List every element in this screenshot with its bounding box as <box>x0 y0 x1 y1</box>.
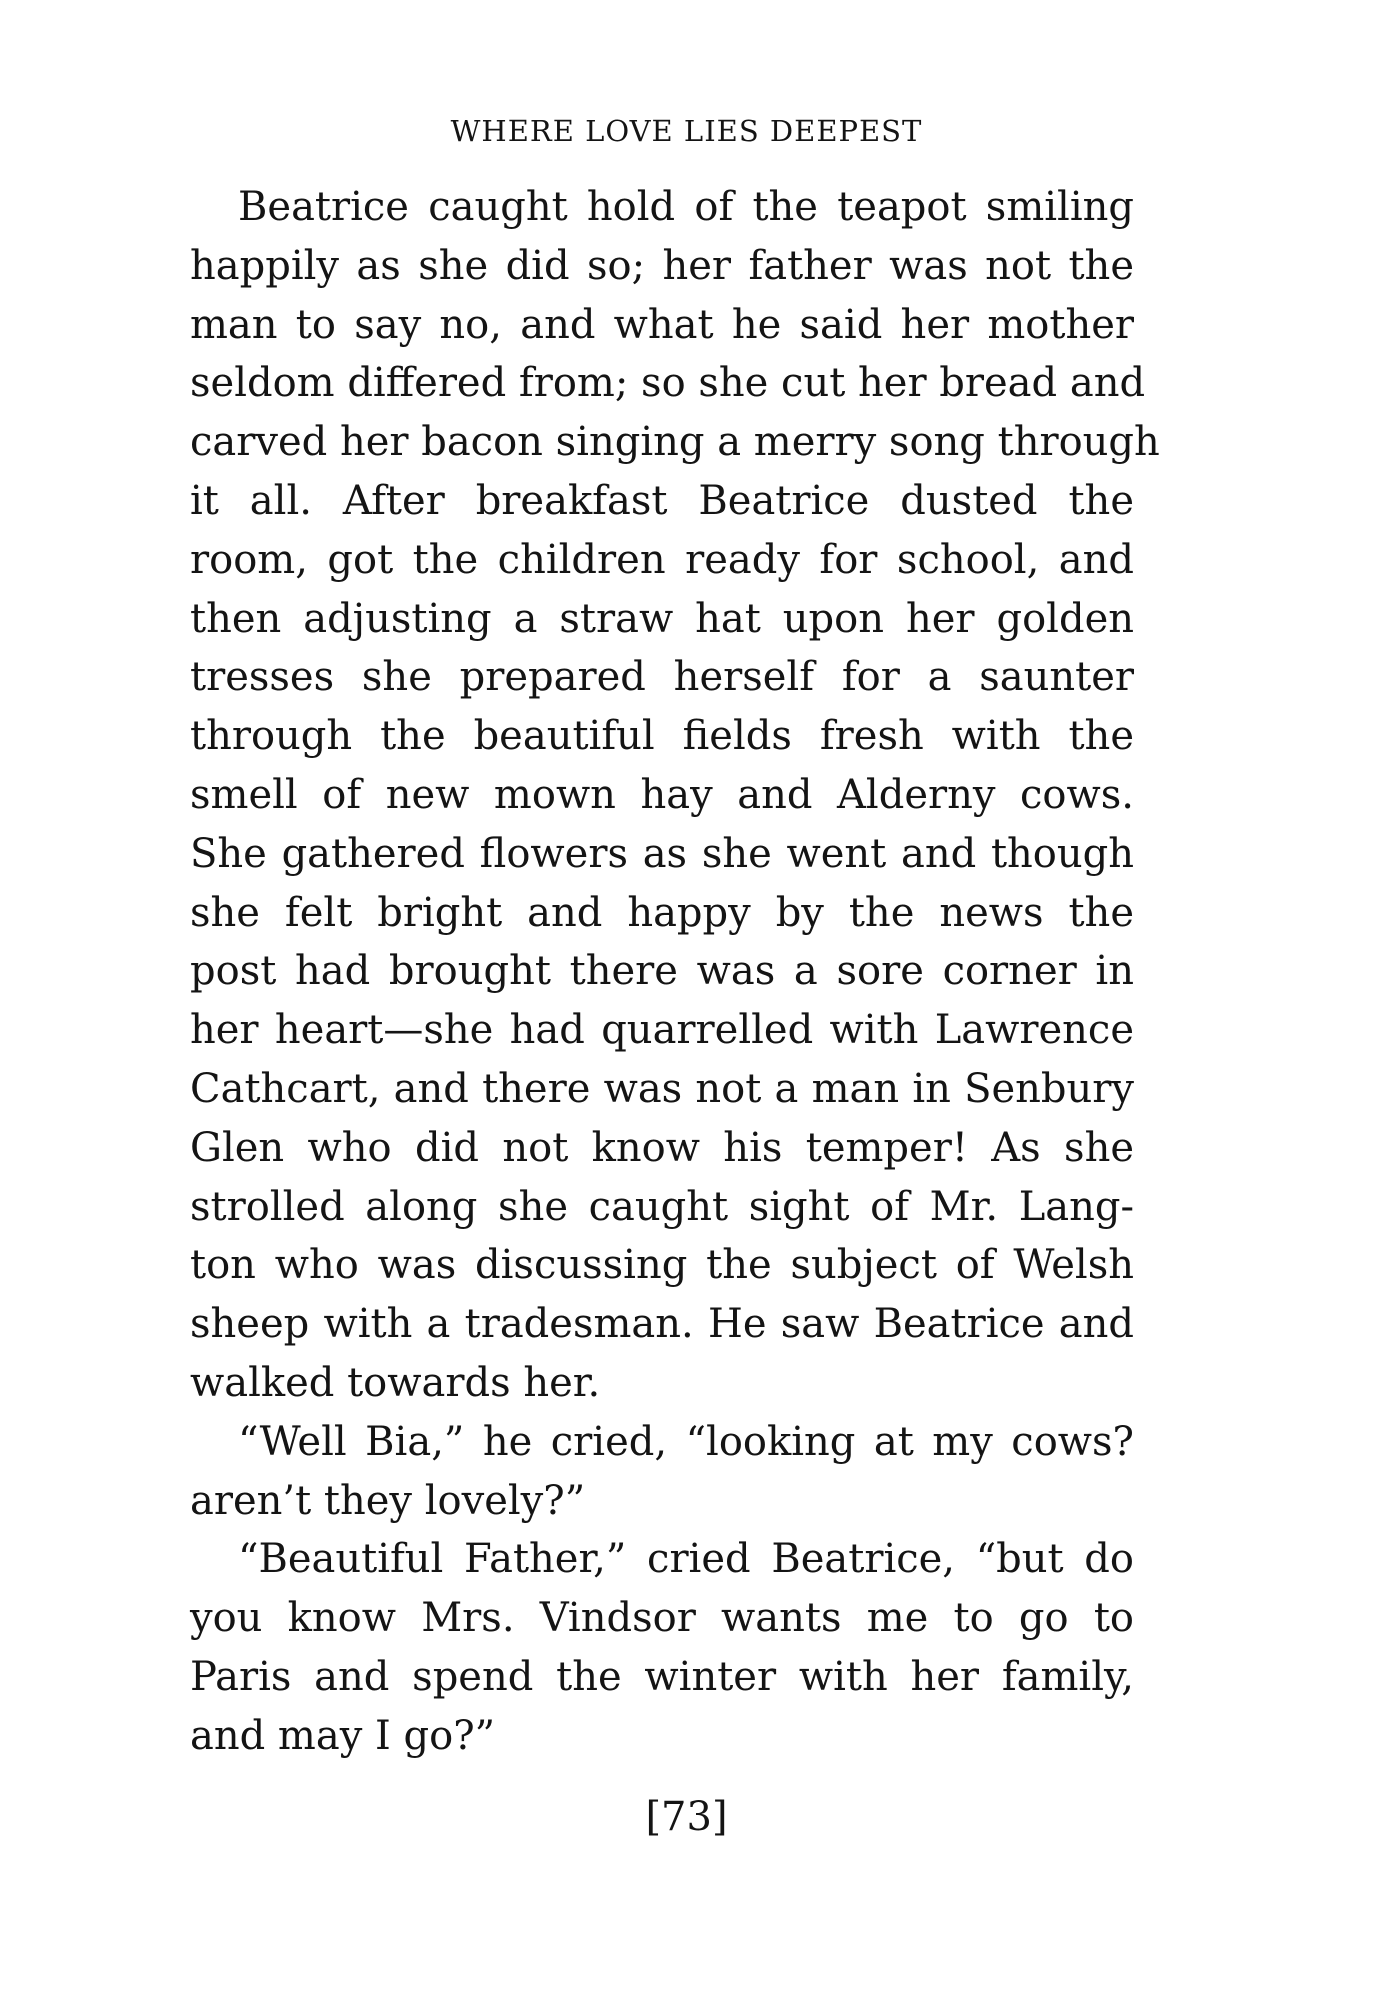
text-line: and may I go?” <box>190 1712 496 1759</box>
text-line: walked towards her. <box>190 1359 601 1406</box>
text-line: through the beautiful fields fresh with the <box>190 713 1134 760</box>
text-line: happily as she did so; her father was not the <box>190 242 1134 289</box>
text-line: carved her bacon singing a merry song through <box>190 419 1160 466</box>
text-line: “Beautiful Father,” cried Beatrice, “but do <box>238 1536 1134 1583</box>
text-line: Glen who did not know his temper! As she <box>190 1124 1134 1171</box>
text-line: smell of new mown hay and Alderny cows. <box>190 771 1134 818</box>
text-line: man to say no, and what he said her mother <box>190 301 1134 348</box>
text-line: strolled along she caught sight of Mr. Lang- <box>190 1183 1134 1230</box>
text-line: Paris and spend the winter with her family, <box>190 1653 1134 1700</box>
text-line: post had brought there was a sore corner in <box>190 948 1134 995</box>
paragraph-1 <box>190 178 1160 1413</box>
text-line: Cathcart, and there was not a man in Senbury <box>190 1065 1134 1112</box>
text-line: “Well Bia,” he cried, “looking at my cows? <box>238 1418 1134 1465</box>
text-line: Beatrice caught hold of the teapot smiling <box>238 184 1134 230</box>
text-line: you know Mrs. Vindsor wants me to go to <box>190 1595 1134 1642</box>
text-line: room, got the children ready for school, and <box>190 536 1134 583</box>
text-line: then adjusting a straw hat upon her golden <box>190 595 1134 642</box>
text-line: her heart—she had quarrelled with Lawrence <box>190 1007 1134 1054</box>
text-line: tresses she prepared herself for a saunter <box>190 654 1134 701</box>
text-line: aren’t they lovely?” <box>190 1477 586 1524</box>
text-line: it all. After breakfast Beatrice dusted the <box>190 477 1134 524</box>
text-line: sheep with a tradesman. He saw Beatrice and <box>190 1301 1134 1348</box>
paragraph-2 <box>190 1413 1134 1531</box>
page-number: [73] <box>645 1794 728 1840</box>
text-line: ton who was discussing the subject of Welsh <box>190 1242 1134 1289</box>
text-line: seldom differed from; so she cut her bread and <box>190 360 1146 407</box>
body-text <box>190 178 1160 1766</box>
text-line: She gathered flowers as she went and though <box>190 830 1134 877</box>
text-line: she felt bright and happy by the news the <box>190 889 1134 936</box>
paragraph-3 <box>190 1530 1134 1765</box>
running-head: WHERE LOVE LIES DEEPEST <box>450 114 923 148</box>
